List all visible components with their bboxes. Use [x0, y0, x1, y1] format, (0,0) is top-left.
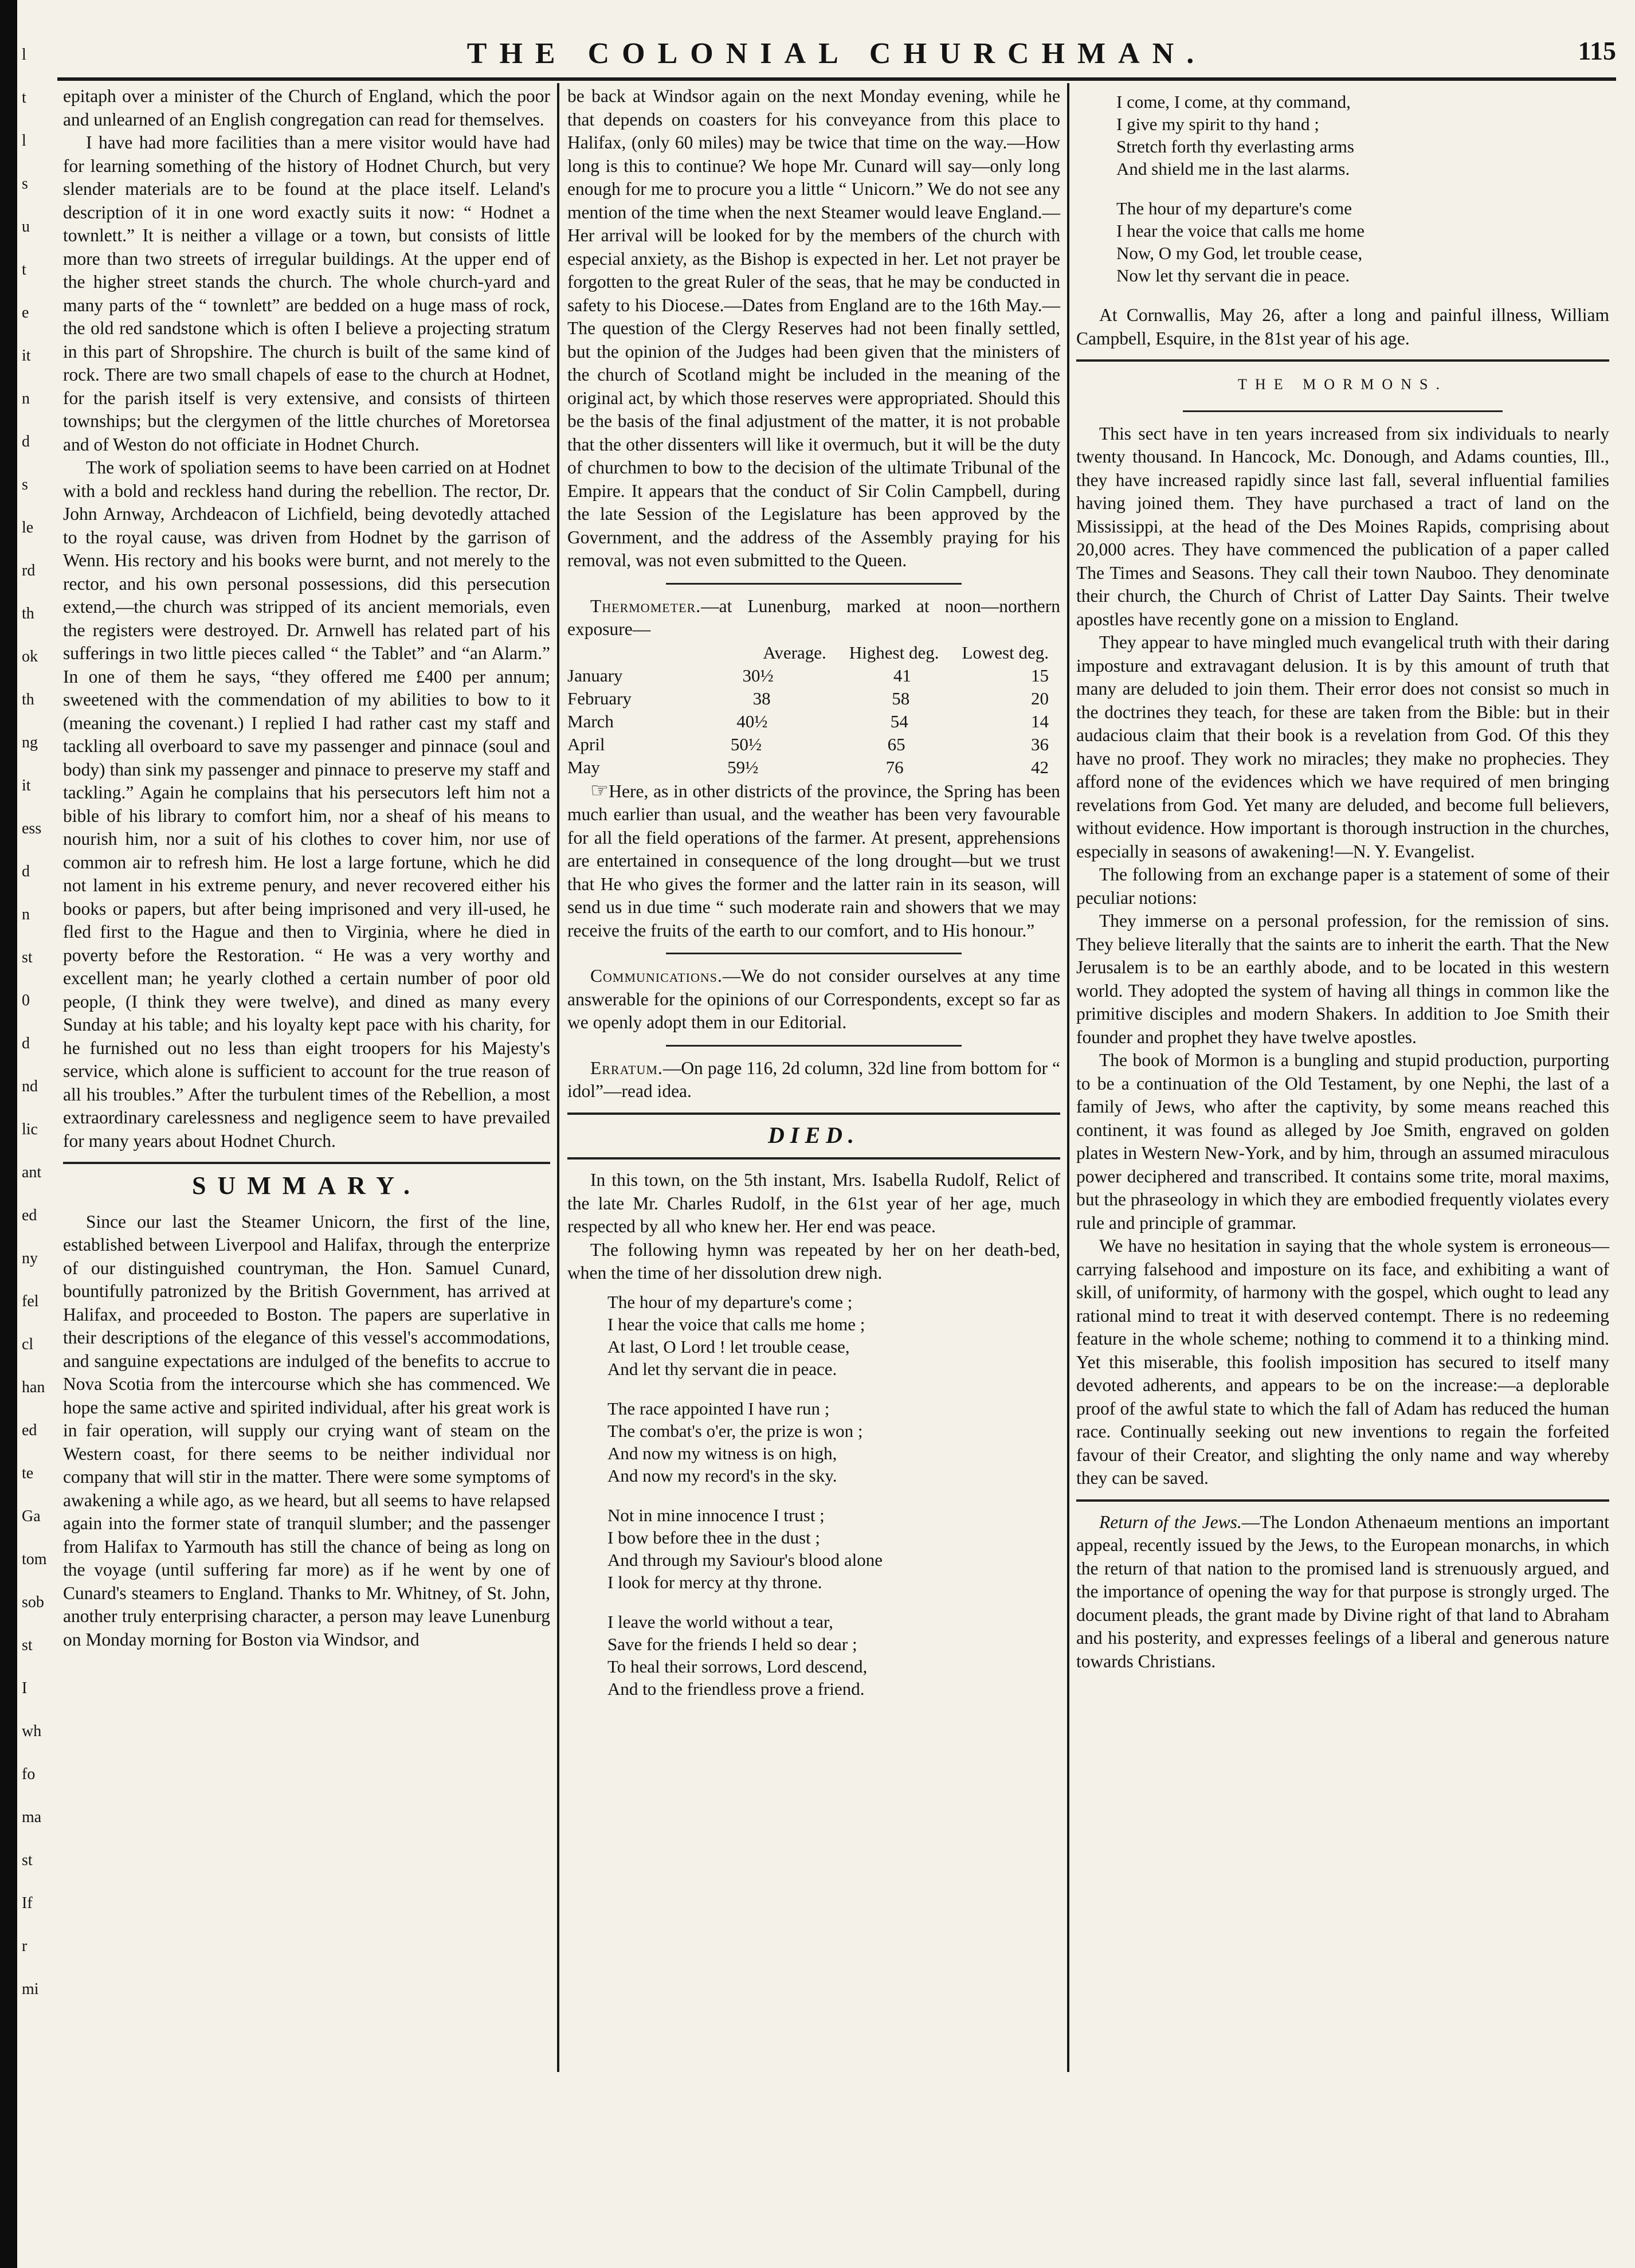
average-cell: 59½ [727, 757, 759, 777]
hymn-line: To heal their sorrows, Lord descend, [607, 1656, 868, 1676]
section-rule [1183, 410, 1503, 412]
gutter-fragment: st [22, 1851, 33, 1869]
thermometer-row [567, 664, 1060, 687]
article-paragraph: This sect have in ten years increased from six individuals to nearly twenty thousand. In Hancock, Mc. Donough, and Adams counties, Ill., they have increased rapidly since last fall, several influential families having joined them. They have purchased a tract of land on the Mississippi, at the head of the Des Moines Rapids, comprising about 20,000 acres. They have commenced the publication of a paper called The Times and Seasons. They call their town Nauboo. They denominate their church, the Church of Christ of Latter Day Saints. Their twelve apostles have recently gone on a mission to England. [1076, 423, 1609, 629]
gutter-fragment: te [22, 1464, 34, 1482]
column-divider [557, 83, 559, 2072]
thermometer-intro [567, 595, 1060, 641]
newspaper-title: THE COLONIAL CHURCHMAN. [466, 37, 1207, 70]
hymn-line: I hear the voice that calls me home ; [607, 1314, 865, 1334]
masthead-rule [57, 77, 1616, 81]
jews-label: Return of the Jews. [1099, 1511, 1242, 1532]
gutter-fragment: If [22, 1894, 33, 1912]
lowest-cell: 36 [1031, 734, 1049, 754]
gutter-fragment: n [22, 390, 30, 408]
summary-paragraph: Since our last the Steamer Unicorn, the first of the line, established between Liverpool and Halifax, through the enterprize of our distinguished countryman, the Hon. Samuel Cunard, bountifully patronized by the British Government, has arrived at Halifax, and proceeded to Boston. The papers are superlative in their descriptions of the elegance of this vessel's accommodations, and sanguine expectations are indulged of the benefits to accrue to Nova Scotia from the intercourse which she has commenced. We hope the same active and spirited individual, after his great work is in fair operation, will supply our crying want of steam on the Western coast, for there seems to be neither individual nor company that will stir in the matter. There were some symptoms of awakening a while ago, as we heard, but all seems to have relapsed again into the former state of tranquil slumber; and the passenger from Halifax to Yarmouth has still the chance of being as long on the voyage (until suffering far more) as if he went by one of Cunard's steamers to England. Thanks to Mr. Whitney, of St. John, another truly enterprising character, a person may leave Lunenburg on Monday morning for Boston via Windsor, and [63, 1211, 550, 1650]
hymn [607, 1291, 1060, 1700]
gutter-fragment: st [22, 1636, 33, 1654]
gutter-fragment: ess [22, 820, 42, 837]
column-3 [1076, 85, 1609, 1673]
gutter-fragment: st [22, 949, 33, 966]
column-2 [567, 85, 1060, 1717]
gutter-fragment: e [22, 304, 29, 322]
section-rule [666, 583, 962, 585]
gutter-fragment: th [22, 691, 34, 708]
column-header: Highest deg. [849, 642, 939, 663]
communications-notice [567, 965, 1060, 1035]
hymn-stanza [607, 1397, 1060, 1487]
column-1 [63, 85, 550, 1651]
gutter-fragment: s [22, 476, 28, 493]
section-rule [1076, 1499, 1609, 1502]
gutter-fragment: ed [22, 1207, 37, 1224]
summary-heading: SUMMARY. [191, 1172, 422, 1200]
gutter-fragment: l [22, 132, 26, 150]
article-paragraph: epitaph over a minister of the Church of England, which the poor and unlearned of an English congregation can read for themselves. [63, 86, 550, 130]
thermometer-label: Thermometer. [590, 596, 701, 616]
gutter-fragment: it [22, 347, 31, 365]
gutter-fragment: lic [22, 1121, 38, 1138]
hymn-line: And shield me in the last alarms. [1116, 159, 1350, 179]
hymn-line: Now, O my God, let trouble cease, [1116, 243, 1363, 263]
binding-edge [0, 0, 17, 2268]
section-rule [567, 1113, 1060, 1115]
gutter-fragment: I [22, 1679, 28, 1697]
hymn-line: Save for the friends I held so dear ; [607, 1634, 857, 1654]
average-cell: 40½ [736, 711, 768, 731]
column-divider [1067, 83, 1069, 2072]
erratum-notice [567, 1057, 1060, 1103]
thermometer-table [567, 641, 1060, 779]
month-cell: January [567, 665, 623, 686]
gutter-fragment: r [22, 1937, 28, 1955]
section-rule [666, 953, 962, 954]
month-cell: April [567, 734, 605, 754]
lowest-cell: 15 [1030, 665, 1049, 686]
gutter-fragment: cl [22, 1335, 34, 1353]
thermometer-intro-text: —at Lunenburg, marked at noon—northern exposure— [567, 596, 1060, 639]
gutter-fragment: nd [22, 1078, 38, 1095]
average-cell: 50½ [730, 734, 762, 754]
article-paragraph: They appear to have mingled much evangelical truth with their daring imposture and extravagant delusion. It is by this amount of truth that many are deluded to join them. Their error does not consist so much in the doctrines they teach, for these are taken from the Bible: but in their audacious claim that their book is a revelation from God. Of this they have no proof. They work no miracles; they make no prophecies. They afford none of the evidences which we have required of men bringing revelations from God. Yet many are deluded, and become full believers, without evidence. How important is thorough instruction in the churches, especially in seasons of awakening!—N. Y. Evangelist. [1076, 632, 1609, 861]
gutter-fragment: u [22, 218, 30, 236]
spring-note [567, 779, 1060, 943]
section-rule [567, 1157, 1060, 1160]
highest-cell: 58 [892, 688, 910, 708]
masthead [57, 29, 1616, 77]
jews-notice [1076, 1511, 1609, 1674]
gutter-fragment: fo [22, 1765, 36, 1783]
article-paragraph: The work of spoliation seems to have been carried on at Hodnet with a bold and reckless hand during the rebellion. The rector, Dr. John Arnway, Archdeacon of Lichfield, being devotedly attached to the royal cause, was driven from Hodnet by the garrison of Wenn. His rectory and his books were burnt, and not merely to the rector, and his own personal possessions, did this persecution extend,—the church was stripped of its ancient memorials, even the registers were destroyed. Dr. Arnwell has related part of his sufferings in two little pieces called “ the Tablet” and “an Alarm.” In one of them he says, “they offered me £400 per annum; sweetened with the commendation of my abilities to bow to it (meaning the covenant.) I replied I had rather cast my staff and tackling all overboard to save my passenger and pinnace (soul and body) than sink my passenger and pinnace to preserve my staff and tackling.” Again he complains that his persecutors left him not a bible of his library to comfort him, nor a sheaf of his means to nourish him, nor a suit of his clothes to cover him, nor use of common air to refresh him. He lost a large fortune, which he did not lament in his extreme penury, and never recovered either his books or papers, but after being imprisoned and very ill-used, he fled first to the Hague and then to Virginia, where he died in poverty before the Restoration. “ He was a very worthy and excellent man; he yearly clothed a certain number of poor old people, (I think they were twelve), and dined as many every Sunday at his table; and his loyalty kept pace with his charity, for he furnished out no less than eight troopers for his Majesty's service, which alone is sufficient to account for the true reason of all his troubles.” After the turbulent times of the Rebellion, a most extraordinary carelessness and negligence seem to have prevailed for many years about Hodnet Church. [63, 457, 550, 1151]
hymn-line: And through my Saviour's blood alone [607, 1549, 883, 1570]
highest-cell: 54 [890, 711, 908, 731]
pointing-hand-icon: ☞ [590, 778, 609, 802]
month-cell: May [567, 757, 600, 777]
month-cell: March [567, 711, 614, 731]
hymn-line: And now my witness is on high, [607, 1443, 837, 1463]
lowest-cell: 14 [1031, 711, 1049, 731]
death-notice: In this town, on the 5th instant, Mrs. Isabella Rudolf, Relict of the late Mr. Charles Rudolf, in the 61st year of her age, much respected by all who knew her. Her end was peace. [567, 1170, 1060, 1236]
hymn-line: The combat's o'er, the prize is won ; [607, 1420, 863, 1441]
gutter-fragment: Ga [22, 1507, 41, 1525]
column-header: Average. [763, 642, 826, 663]
thermometer-row [567, 756, 1060, 779]
hymn-stanza [607, 1504, 1060, 1593]
hymn-line: Stretch forth thy everlasting arms [1116, 136, 1354, 156]
hymn-stanza [1116, 197, 1609, 287]
average-cell: 30½ [742, 665, 774, 686]
thermometer-header [567, 641, 1060, 664]
lowest-cell: 20 [1030, 688, 1049, 708]
death-notice-cornwallis: At Cornwallis, May 26, after a long and painful illness, William Campbell, Esquire, in the 81st year of his age. [1076, 305, 1609, 348]
article-paragraph: The book of Mormon is a bungling and stupid production, purporting to be a continuation of the Old Testament, by one Nephi, the last of a family of Jews, who after the captivity, by some means reached this continent, it was found as alleged by Joe Smith, engraved on golden plates in Western New-York, and by him, through an assumed miraculous power deciphered and transcribed. It contains some trite, moral maxims, but the phraseology in which they are embodied frequently violates every rule and principle of grammar. [1076, 1050, 1609, 1233]
hymn-line: I look for mercy at thy throne. [607, 1572, 822, 1592]
hymn-stanza [607, 1291, 1060, 1380]
gutter-fragment: mi [22, 1980, 39, 1998]
summary-continuation: be back at Windsor again on the next Monday evening, while he that depends on coasters for his conveyance from this place to Halifax, (only 60 miles) may be twice that time on the way.—How long is this to continue? We hope Mr. Cunard will say—only long enough for me to procure you a little “ Unicorn.” We do not see any mention of the time when the next Steamer would leave England.—Her arrival will be looked for by the members of the church with especial anxiety, as the Bishop is expected in her. Let not prayer be forgotten to the great Ruler of the seas, that he may be conducted in safety to his Diocese.—Dates from England are to the 16th May.—The question of the Clergy Reserves had not been finally settled, but the opinion of the Judges had been given that the ministers of the church of Scotland might be included in the meaning of the original act, by which those reserves were appropriated. Should this be the basis of the final adjustment of the matter, it is not probable that the other dissenters will like it overmuch, but it will be the duty of churchmen to bow to the decision of the ultimate Tribunal of the Empire. It appears that the conduct of Sir Colin Campbell, during the late Session of the Legislature has been approved by the Government, and the address of the Assembly praying for his removal, was not even submitted to the Queen. [567, 86, 1060, 570]
gutter-fragment: ok [22, 648, 38, 665]
hymn-line: I leave the world without a tear, [607, 1611, 833, 1632]
gutter-fragment: s [22, 175, 28, 193]
article-paragraph: They immerse on a personal profession, for the remission of sins. They believe literally that the saints are to inherit the earth. That the New Jerusalem is to be an earthly abode, and to be located in this western world. They adopted the system of having all things in common like the primitive disciples and modern Shakers. In addition to Joe Smith their founder and prophet they have twelve apostles. [1076, 911, 1609, 1047]
erratum-label: Erratum. [590, 1057, 663, 1078]
highest-cell: 65 [887, 734, 905, 754]
gutter-fragment: 0 [22, 992, 30, 1009]
hymn-line: And to the friendless prove a friend. [607, 1678, 865, 1699]
hymn-line: At last, O Lord ! let trouble cease, [607, 1336, 850, 1357]
gutter-fragment: ma [22, 1808, 42, 1826]
column-header: Lowest deg. [962, 642, 1049, 663]
gutter-fragment: ny [22, 1249, 38, 1267]
average-cell: 38 [752, 688, 771, 708]
gutter-fragment: d [22, 1035, 30, 1052]
gutter-fragment: ed [22, 1421, 37, 1439]
gutter-fragment: th [22, 605, 34, 622]
erratum-text: —On page 116, 2d column, 32d line from bottom for “ idol”—read idea. [567, 1057, 1060, 1101]
hymn-line: And now my record's in the sky. [607, 1465, 837, 1486]
jews-text: —The London Athenaeum mentions an important appeal, recently issued by the Jews, to the European monarchs, in which the return of that nation to the promised land is strenuously argued, and the importance of opening the way for that purpose is strongly urged. The document pleads, the grant made by Divine right of that land to Abraham and his posterity, and expresses feelings of a liberal and generous nature towards Christians. [1076, 1511, 1609, 1671]
gutter-fragment: ant [22, 1164, 42, 1181]
section-rule [1076, 359, 1609, 362]
gutter-fragment: han [22, 1378, 45, 1396]
gutter-fragment: t [22, 261, 26, 279]
hymn-line: The race appointed I have run ; [607, 1398, 830, 1419]
hymn-line: Now let thy servant die in peace. [1116, 265, 1350, 285]
gutter-fragment: le [22, 519, 34, 536]
hymn-line: I bow before thee in the dust ; [607, 1527, 821, 1548]
section-rule [666, 1045, 962, 1047]
torn-gutter-fragments [17, 46, 52, 2086]
hymn-line: And let thy servant die in peace. [607, 1358, 837, 1379]
gutter-fragment: it [22, 777, 31, 794]
communications-label: Communications. [590, 966, 723, 986]
hymn-line: The hour of my departure's come [1116, 198, 1352, 218]
hymn-line: I hear the voice that calls me home [1116, 221, 1365, 241]
page-number: 115 [1578, 36, 1616, 65]
thermometer-row [567, 710, 1060, 733]
gutter-fragment: n [22, 906, 30, 923]
hymn-line: Not in mine innocence I trust ; [607, 1505, 825, 1525]
gutter-fragment: tom [22, 1550, 47, 1568]
communications-text: —We do not consider ourselves at any time answerable for the opinions of our Correspondents, except so far as we openly adopt them in our Editorial. [567, 966, 1060, 1032]
hymn-line: I give my spirit to thy hand ; [1116, 114, 1319, 134]
gutter-fragment: ng [22, 734, 38, 751]
died-heading: DIED. [767, 1122, 860, 1148]
gutter-fragment: sob [22, 1593, 44, 1611]
article-paragraph: The following from an exchange paper is a statement of some of their peculiar notions: [1076, 864, 1609, 908]
hymn-stanza [607, 1611, 1060, 1700]
gutter-fragment: d [22, 863, 30, 880]
hymn-intro: The following hymn was repeated by her on her death-bed, when the time of her dissolution drew nigh. [567, 1239, 1060, 1283]
thermometer-row [567, 687, 1060, 710]
gutter-fragment: wh [22, 1722, 42, 1740]
article-paragraph: I have had more facilities than a mere visitor would have had for learning something of the history of Hodnet Church, but very slender materials are to be found at the place itself. Leland's description of it in one word exactly suits it now: “ Hodnet a townlett.” It is neither a village or a town, but consists of little more than two streets of irregular buildings. At the upper end of the higher street stands the church. The whole church-yard and many parts of the “ townlett” are bedded on a huge mass of rock, the old red sandstone which is often I believe a projecting stratum in this part of Shropshire. The church is built of the same kind of rock. There are two small chapels of ease to the church at Hodnet, for the parish itself is very extensive, and consists of thirteen townships; but the clergymen of the little churches of Moretorsea and of Weston do not officiate in Hodnet Church. [63, 132, 550, 455]
spring-note-text: Here, as in other districts of the province, the Spring has been much earlier than usual, and the weather has been very favourable for all the field operations of the farmer. At present, apprehensions are entertained in consequence of the long drought—but we trust that He who gives the former and the latter rain in its season, will send us in due time “ such moderate rain and showers that we may receive the fruits of the earth to our comfort, and to His honour.” [567, 781, 1060, 941]
article-paragraph: We have no hesitation in saying that the whole system is erroneous—carrying falsehood and imposture on its face, and exhibiting a want of skill, of uniformity, of harmony with the gospel, which ought to lead any rational mind to treat it with deserved contempt. There is no redeeming feature in the whole scheme; nothing to commend it to a thinking mind. Yet this miserable, this foolish imposition has secured to itself many devoted adherents, and appears to be on the increase:—a deplorable proof of the awful state to which the fall of Adam has reduced the human race. Continually seeking out new inventions to regain the forfeited favour of their Creator, and slighting the only name and way whereby they can be saved. [1076, 1236, 1609, 1488]
hymn-continuation [1116, 91, 1609, 287]
gutter-fragment: fel [22, 1292, 39, 1310]
section-rule [63, 1162, 550, 1164]
gutter-fragment: l [22, 46, 26, 64]
hymn-stanza [1116, 91, 1609, 180]
lowest-cell: 42 [1030, 757, 1049, 777]
gutter-fragment: rd [22, 562, 36, 579]
highest-cell: 76 [885, 757, 904, 777]
month-cell: February [567, 688, 632, 708]
hymn-line: The hour of my departure's come ; [607, 1291, 853, 1312]
hymn-line: I come, I come, at thy command, [1116, 92, 1351, 112]
mormons-heading: THE MORMONS. [1238, 376, 1448, 393]
gutter-fragment: d [22, 433, 30, 451]
gutter-fragment: t [22, 89, 26, 107]
highest-cell: 41 [893, 665, 911, 686]
thermometer-row [567, 733, 1060, 756]
